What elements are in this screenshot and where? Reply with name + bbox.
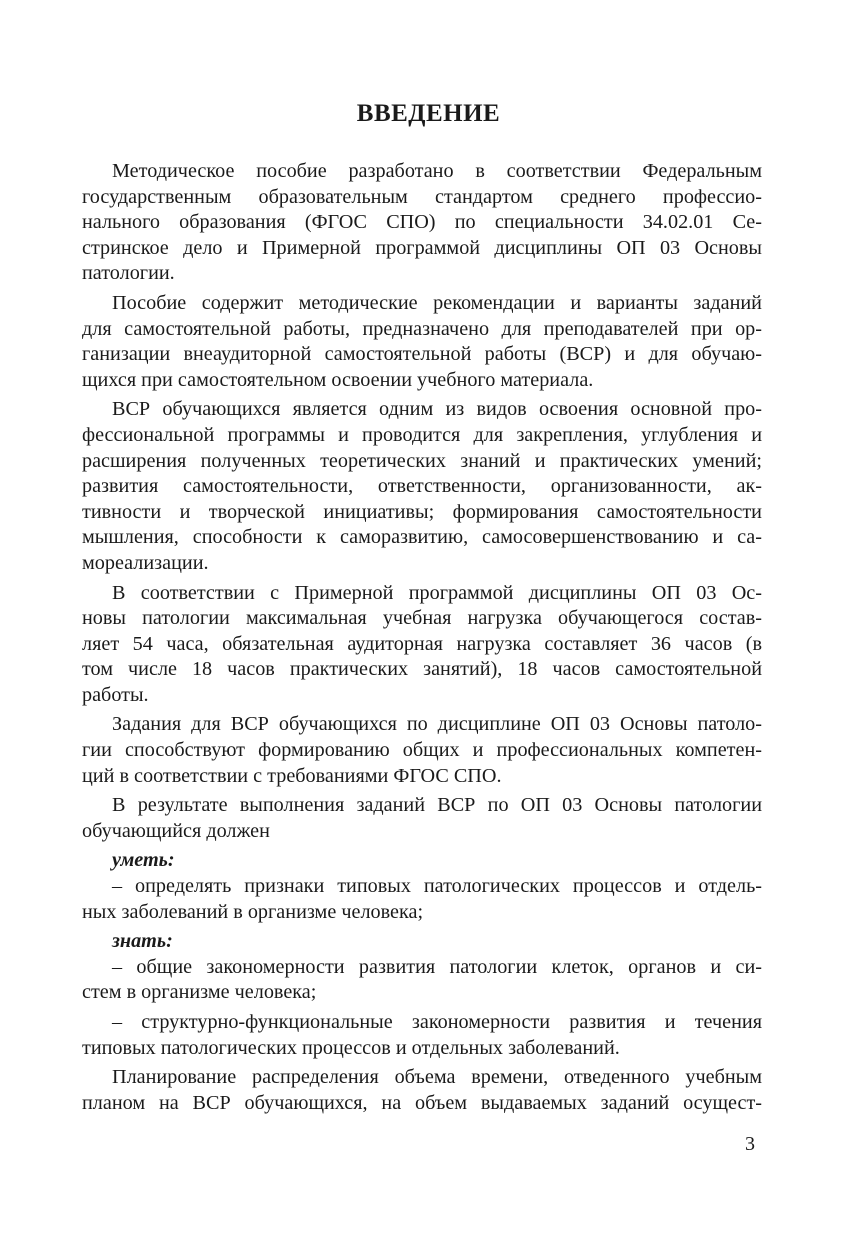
paragraph [82,581,762,709]
text-line: нального образования (ФГОС СПО) по специальности 34.02.01 Се- [82,211,762,234]
text-line: мореализации. [82,551,209,574]
text-line: – определять признаки типовых патологических процессов и отдель- [112,875,762,898]
text-line: стринское дело и Примерной программой дисциплины ОП 03 Основы [82,236,762,259]
text-line: ВСР обучающихся является одним из видов освоения основной про- [112,398,762,421]
text-line: щихся при самостоятельном освоении учебного материала. [82,368,594,391]
text-line: планом на ВСР обучающихся, на объем выдаваемых заданий осущест- [82,1091,762,1114]
text-line: фессиональной программы и проводится для закрепления, углубления и [82,423,762,446]
text-line: Задания для ВСР обучающихся по дисциплине ОП 03 Основы патоло- [112,713,762,736]
text-line: ных заболеваний в организме человека; [82,900,424,923]
knowledge-item [82,1010,762,1061]
text-line: – общие закономерности развития патологии клеток, органов и си- [112,955,762,978]
paragraph [82,159,762,287]
text-line: Планирование распределения объема времени, отведенного учебным [112,1066,762,1089]
text-line: ганизации внеаудиторной самостоятельной работы (ВСР) и для обучаю- [82,343,762,366]
text-line: В результате выполнения заданий ВСР по ОП 03 Основы патологии [112,794,762,817]
text-line: гии способствуют формированию общих и профессиональных компетен- [82,739,762,762]
paragraph [82,712,762,789]
knowledge-heading: знать: [112,930,173,953]
text-line: тивности и творческой инициативы; формирования самостоятельности [82,500,762,523]
text-line: развития самостоятельности, ответственности, организованности, ак- [82,475,762,498]
text-line: для самостоятельной работы, предназначено для преподавателей при ор- [82,317,762,340]
document-body [82,159,762,1116]
paragraph [82,1065,762,1116]
text-line: Пособие содержит методические рекомендации и варианты заданий [112,291,762,314]
knowledge-item [82,955,762,1006]
text-line: ляет 54 часа, обязательная аудиторная нагрузка составляет 36 часов (в [82,632,762,655]
text-line: типовых патологических процессов и отдельных заболеваний. [82,1036,620,1059]
text-line: В соответствии с Примерной программой дисциплины ОП 03 Ос- [112,581,762,604]
text-line: том числе 18 часов практических занятий), 18 часов самостоятельной [82,658,762,681]
text-line: новы патологии максимальная учебная нагрузка обучающегося состав- [82,607,762,630]
text-line: мышления, способности к саморазвитию, самосовершенствованию и са- [82,526,762,549]
text-line: государственным образовательным стандартом среднего профессио- [82,185,762,208]
text-line: расширения полученных теоретических знаний и практических умений; [82,449,762,472]
paragraph [82,397,762,576]
paragraph [82,291,762,393]
paragraph [82,793,762,844]
text-line: Методическое пособие разработано в соответствии Федеральным [112,160,762,182]
text-line: – структурно-функциональные закономерности развития и течения [112,1011,762,1033]
text-line: ций в соответствии с требованиями ФГОС СПО. [82,764,502,787]
text-line: патологии. [82,262,175,285]
page-number: 3 [745,1133,755,1155]
skill-item [82,874,762,925]
text-line: работы. [82,683,149,706]
text-line: стем в организме человека; [82,981,317,1004]
skills-heading: уметь: [112,849,175,872]
text-line: обучающийся должен [82,819,270,842]
page-title: ВВЕДЕНИЕ [356,100,501,127]
